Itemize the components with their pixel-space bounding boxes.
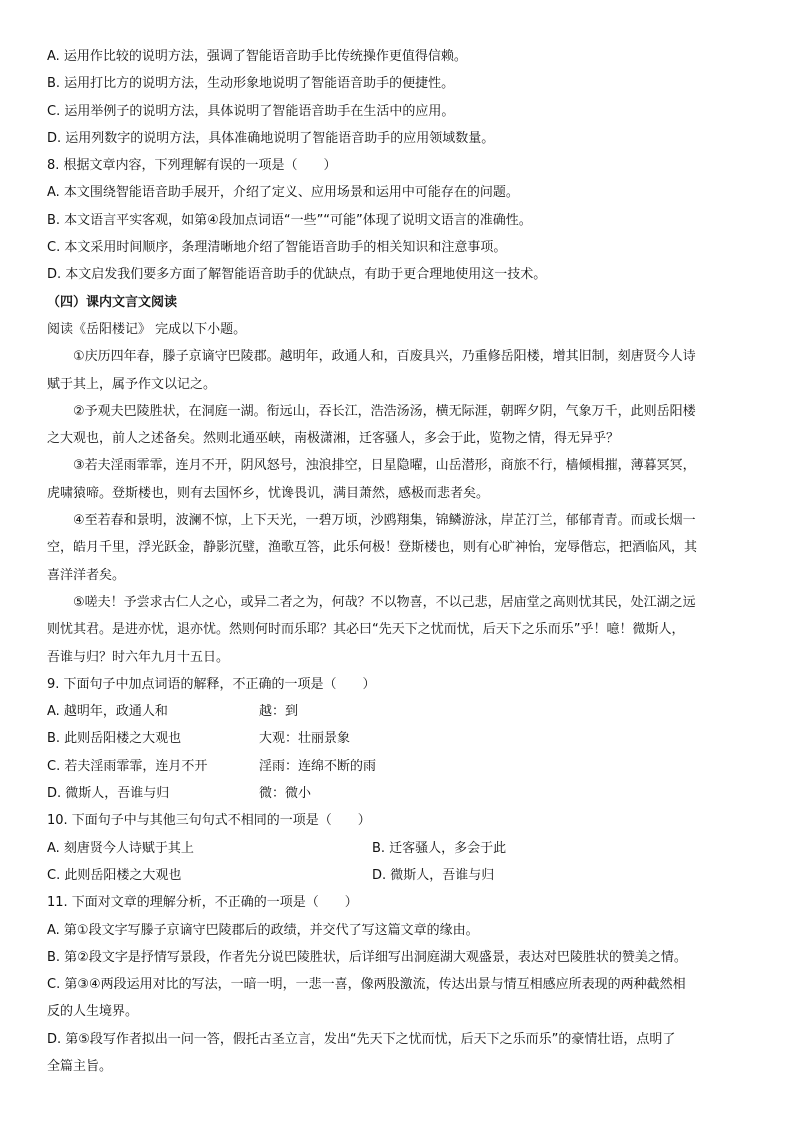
passage-p1-line2: 赋于其上，属予作文以记之。 [47, 376, 217, 392]
passage-p4-line2: 空，皓月千里，浮光跃金，静影沉璧，渔歌互答，此乐何极！登斯楼也，则有心旷神怡，宠辱偕忘，把酒临风，其 [47, 540, 698, 556]
q11-option-b: B. 第②段文字是抒情写景段，作者先分说巴陵胜状，后详细写出洞庭湖大观盛景，表达对巴陵胜状的赞美之情。 [47, 949, 687, 965]
q11-stem: 11. 下面对文章的理解分析，不正确的一项是（ ） [47, 895, 358, 911]
q9-c-gloss: 淫雨：连绵不断的雨 [259, 758, 377, 774]
passage-p5-line3: 吾谁与归？时六年九月十五日。 [47, 649, 230, 665]
q9-stem: 9. 下面句子中加点词语的解释，不正确的一项是（ ） [47, 676, 376, 692]
q9-option-c [47, 753, 762, 780]
q7-option-c: C. 运用举例子的说明方法，具体说明了智能语音助手在生活中的应用。 [47, 103, 455, 119]
passage-p5-line1: ⑤嗟夫！予尝求古仁人之心，或异二者之为，何哉？不以物喜，不以己悲，居庙堂之高则忧其民，处江湖之远 [73, 594, 696, 610]
q10-stem: 10. 下面句子中与其他三句句式不相同的一项是（ ） [47, 813, 371, 829]
q10-option-b: B. 迁客骚人，多会于此 [372, 840, 507, 856]
passage-p2-line2: 之大观也，前人之述备矣。然则北通巫峡，南极潇湘，迁客骚人，多会于此，览物之情，得无异乎？ [47, 431, 620, 447]
passage-p3-line2: 虎啸猿啼。登斯楼也，则有去国怀乡，忧谗畏讥，满目萧然，感极而悲者矣。 [47, 485, 490, 501]
q9-a-gloss: 越：到 [259, 704, 299, 720]
q9-option-d [47, 780, 762, 807]
passage-p4-line1: ④至若春和景明，波澜不惊，上下天光，一碧万顷，沙鸥翔集，锦鳞游泳，岸芷汀兰，郁郁青青。而或长烟一 [73, 513, 696, 529]
q11-option-d-line1: D. 第⑤段写作者拟出一问一答，假托古圣立言，发出“先天下之忧而忧，后天下之乐而乐”的豪情壮语，点明了 [47, 1031, 676, 1047]
passage-p2-line1: ②予观夫巴陵胜状，在洞庭一湖。衔远山，吞长江，浩浩汤汤，横无际涯，朝晖夕阴，气象万千，此则岳阳楼 [73, 403, 696, 419]
reading-instruction: 阅读《岳阳楼记》 完成以下小题。 [47, 321, 247, 337]
q9-c-sentence: C. 若夫淫雨霏霏，连月不开 [47, 758, 208, 774]
q7-option-b: B. 运用打比方的说明方法，生动形象地说明了智能语音助手的便捷性。 [47, 76, 455, 92]
q9-a-sentence: A. 越明年，政通人和 [47, 704, 168, 720]
q11-option-c-line2: 反的人生境界。 [47, 1004, 139, 1020]
q10-option-c: C. 此则岳阳楼之大观也 [47, 867, 182, 883]
q9-b-sentence: B. 此则岳阳楼之大观也 [47, 731, 182, 747]
q9-option-b [47, 725, 762, 752]
q9-b-gloss: 大观：壮丽景象 [259, 731, 351, 747]
passage-p3-line1: ③若夫淫雨霏霏，连月不开，阴风怒号，浊浪排空，日星隐曜，山岳潜形，商旅不行，樯倾楫摧，薄暮冥冥， [73, 458, 696, 474]
q9-d-gloss: 微：微小 [259, 786, 312, 802]
q10-options-row1 [47, 835, 762, 862]
q11-option-d-line2: 全篇主旨。 [47, 1058, 113, 1074]
q7-option-d: D. 运用列数字的说明方法，具体准确地说明了智能语音助手的应用领域数量。 [47, 130, 495, 146]
q10-option-a: A. 刻唐贤今人诗赋于其上 [47, 840, 194, 856]
q8-option-a: A. 本文围绕智能语音助手展开，介绍了定义、应用场景和运用中可能存在的问题。 [47, 185, 519, 201]
q9-option-a [47, 698, 762, 725]
q8-option-b: B. 本文语言平实客观，如第④段加点词语“一些”“可能”体现了说明文语言的准确性。 [47, 212, 532, 228]
q11-option-a: A. 第①段文字写滕子京谪守巴陵郡后的政绩，并交代了写这篇文章的缘由。 [47, 922, 479, 938]
q8-option-c: C. 本文采用时间顺序，条理清晰地介绍了智能语音助手的相关知识和注意事项。 [47, 240, 507, 256]
q10-options-row2 [47, 862, 762, 889]
q10-option-d: D. 微斯人，吾谁与归 [372, 867, 495, 883]
q11-option-c-line1: C. 第③④两段运用对比的写法，一暗一明，一悲一喜，像两股激流，传达出景与情互相感应所表现的两种截然相 [47, 977, 686, 993]
passage-p1-line1: ①庆历四年春，滕子京谪守巴陵郡。越明年，政通人和，百废具兴，乃重修岳阳楼，增其旧制，刻唐贤今人诗 [73, 349, 696, 365]
exam-page [47, 43, 762, 1080]
q8-option-d: D. 本文启发我们要多方面了解智能语音助手的优缺点，有助于更合理地使用这一技术。 [47, 267, 547, 283]
section-heading: （四）课内文言文阅读 [47, 294, 178, 310]
q7-option-a: A. 运用作比较的说明方法，强调了智能语音助手比传统操作更值得信赖。 [47, 49, 467, 64]
passage-p5-line2: 则忧其君。是进亦忧，退亦忧。然则何时而乐耶？其必曰“先天下之忧而忧，后天下之乐而乐”乎！噫！微斯人， [47, 622, 685, 638]
passage-p4-line3: 喜洋洋者矣。 [47, 567, 126, 583]
q9-d-sentence: D. 微斯人，吾谁与归 [47, 786, 170, 802]
q8-stem: 8. 根据文章内容，下列理解有误的一项是（ ） [47, 158, 337, 174]
